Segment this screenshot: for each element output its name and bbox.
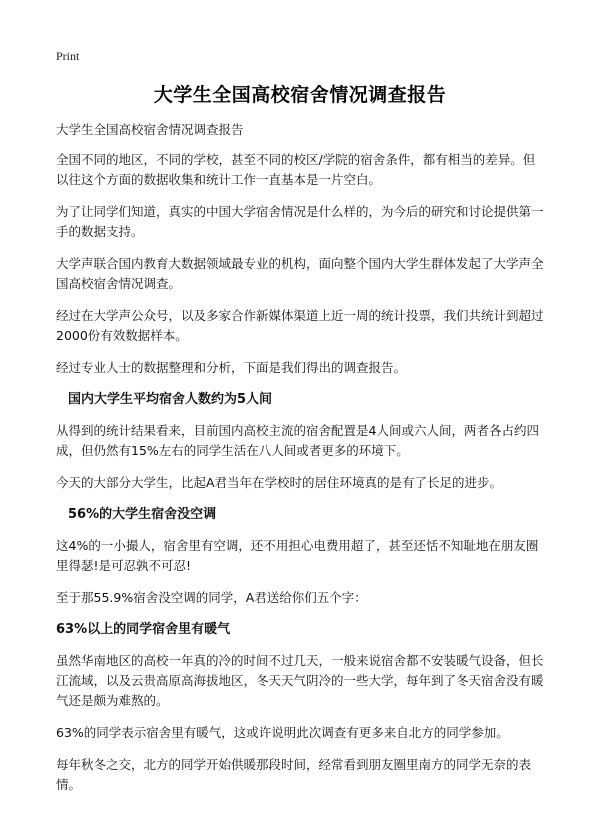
paragraph: 虽然华南地区的高校一年真的冷的时间不过几天，一般来说宿舍都不安装暖气设备，但长江流域，以及云贵高原高海拔地区，冬天天气阴冷的一些大学，每年到了冬天宿舍没有暖气还是颇为难熬的。 xyxy=(56,653,544,708)
paragraph: 至于那55.9%宿舍没空调的同学，A君送给你们五个字： xyxy=(56,590,367,605)
section-heading: 63%以上的同学宿舍里有暖气 xyxy=(56,622,231,637)
paragraph: 今天的大部分大学生，比起A君当年在学校时的居住环境真的是有了长足的进步。 xyxy=(56,475,503,490)
paragraph: 为了让同学们知道，真实的中国大学宿舍情况是什么样的，为今后的研究和讨论提供第一手的数据支持。 xyxy=(56,204,544,239)
document-body xyxy=(56,150,546,807)
paragraph: 每年秋冬之交，北方的同学开始供暖那段时间，经常看到朋友圈里南方的同学无奈的表情。 xyxy=(56,757,532,792)
print-label[interactable]: Print xyxy=(56,49,80,63)
paragraph: 经过专业人士的数据整理和分析，下面是我们得出的调查报告。 xyxy=(56,360,407,375)
section-heading: 56%的大学生宿舍没空调 xyxy=(68,507,217,522)
paragraph: 大学声联合国内教育大数据领域最专业的机构，面向整个国内大学生群体发起了大学声全国高校宿舍情况调查。 xyxy=(56,256,544,291)
paragraph: 从得到的统计结果看来，目前国内高校主流的宿舍配置是4人间或六人间，两者各占约四成，但仍然有15%左右的同学生活在八人间或者更多的环境下。 xyxy=(56,423,539,458)
paragraph: 63%的同学表示宿舍里有暖气，这或许说明此次调查有更多来自北方的同学参加。 xyxy=(56,725,509,740)
document-subtitle: 大学生全国高校宿舍情况调查报告 xyxy=(56,122,244,137)
paragraph: 经过在大学声公众号，以及多家合作新媒体渠道上近一周的统计投票，我们共统计到超过2000份有效数据样本。 xyxy=(56,308,544,343)
paragraph: 这4%的一小撮人，宿舍里有空调，还不用担心电费用超了，甚至还恬不知耻地在朋友圈里得瑟!是可忍孰不可忍! xyxy=(56,538,539,573)
paragraph: 全国不同的地区，不同的学校，甚至不同的校区/学院的宿舍条件，都有相当的差异。但以往这个方面的数据收集和统计工作一直基本是一片空白。 xyxy=(56,152,536,187)
page-title: 大学生全国高校宿舍情况调查报告 xyxy=(153,84,447,106)
section-heading: 国内大学生平均宿舍人数约为5人间 xyxy=(68,392,273,407)
